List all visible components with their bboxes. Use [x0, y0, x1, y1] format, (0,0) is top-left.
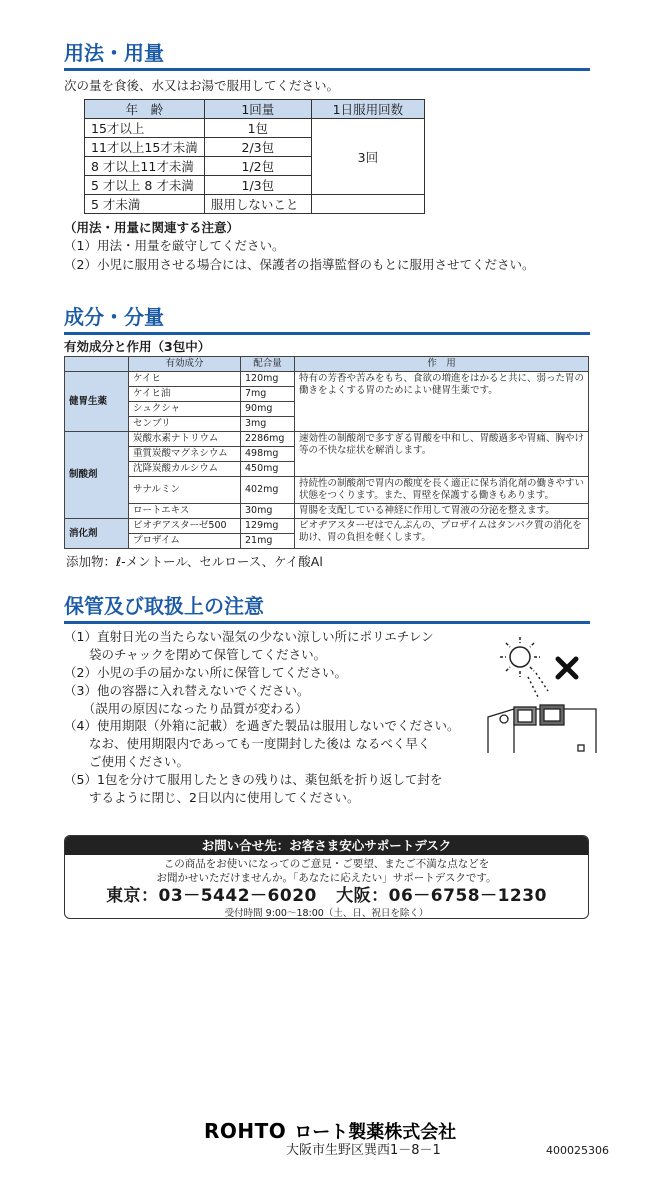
ingredient-name: ビオヂアスターゼ500: [129, 519, 241, 534]
ingredient-name: ケイヒ: [129, 372, 241, 387]
effect-roto-extract: 胃腸を支配している神経に作用して胃液の分泌を整えます。: [295, 504, 589, 519]
effect-antacid: 速効性の制酸剤で多すぎる胃酸を中和し、胃酸過多や胃痛、胸やけ等の不快な症状を解消します。: [295, 432, 589, 477]
ingredient-name: センブリ: [129, 417, 241, 432]
age-cell: 15才以上: [85, 119, 205, 138]
ingredient-amount: 21mg: [241, 534, 295, 549]
ingredient-amount: 129mg: [241, 519, 295, 534]
storage-line: （誤用の原因になったり品質が変わる）: [64, 701, 308, 716]
storage-line: するように閉じ、2日以内に使用してください。: [64, 790, 360, 805]
ingredient-amount: 120mg: [241, 372, 295, 387]
group-digestive: 消化剤: [65, 519, 129, 549]
logo-mark: ROHTO: [204, 1119, 287, 1143]
ingredient-name: 重質炭酸マグネシウム: [129, 447, 241, 462]
usage-intro: 次の量を食後、水又はお湯で服用してください。: [64, 78, 340, 93]
ingredient-amount: 90mg: [241, 402, 295, 417]
company-logo: [204, 1118, 456, 1144]
header-group-empty: [65, 357, 129, 372]
ingredient-name: ロートエキス: [129, 504, 241, 519]
dosage-header-row: [85, 100, 425, 119]
product-code: 400025306: [546, 1144, 609, 1157]
ingredient-amount: 3mg: [241, 417, 295, 432]
storage-line: なお、使用期限内であっても一度開封した後は なるべく早く: [64, 736, 431, 751]
dose-cell: 1/3包: [204, 176, 311, 195]
storage-line: （5）1包を分けて服用したときの残りは、薬包紙を折り返して封を: [64, 772, 443, 787]
phone-osaka: 大阪：06－6758－1230: [336, 886, 547, 906]
storage-line: 袋のチャックを閉めて保管してください。: [64, 647, 327, 662]
dose-cell: 服用しないこと: [204, 195, 311, 214]
dosage-table: [84, 99, 425, 214]
usage-note: （2）小児に服用させる場合には、保護者の指導監督のもとに服用させてください。: [64, 257, 535, 272]
ingredient-amount: 498mg: [241, 447, 295, 462]
contact-box: [64, 835, 589, 919]
group-antacid: 制酸剤: [65, 432, 129, 519]
contact-hours: 受付時間 9:00〜18:00（土、日、祝日を除く）: [224, 908, 429, 919]
storage-section-title: 保管及び取扱上の注意: [64, 593, 590, 624]
effect-sanalmin: 持続性の制酸剤で胃内の酸度を長く適正に保ち消化剤の働きやすい状態をつくります。また、胃壁を保護する働きもあります。: [295, 477, 589, 504]
company-name: ロート製薬株式会社: [294, 1122, 457, 1143]
medicine-box-icon: [488, 705, 596, 753]
company-address: 大阪市生野区巽西1－8－1: [286, 1143, 441, 1158]
table-row: [85, 195, 425, 214]
table-row: [65, 519, 589, 534]
effect-stomach: 特有の芳香や苦みをもち、食欲の増進をはかると共に、弱った胃の働きをよくする胃のためによい健胃生薬です。: [295, 372, 589, 432]
dose-cell: 1包: [204, 119, 311, 138]
table-row: [65, 504, 589, 519]
ingredient-amount: 402mg: [241, 477, 295, 504]
header-dose: 1回量: [204, 100, 311, 119]
storage-line: （3）他の容器に入れ替えないでください。: [64, 683, 310, 698]
ingredients-subtitle: 有効成分と作用（3包中）: [64, 339, 211, 354]
ingredients-header-row: [65, 357, 589, 372]
ingredient-name: 沈降炭酸カルシウム: [129, 462, 241, 477]
phone-tokyo: 東京：03－5442－6020: [106, 886, 317, 906]
header-amount: 配合量: [241, 357, 295, 372]
storage-line: （4）使用期限（外箱に記載）を過ぎた製品は服用しないでください。: [64, 718, 460, 733]
usage-note: （1）用法・用量を厳守してください。: [64, 238, 285, 253]
ingredient-name: 炭酸水素ナトリウム: [129, 432, 241, 447]
table-row: [65, 432, 589, 447]
ingredients-section-title: 成分・分量: [64, 304, 590, 335]
contact-heading: お問い合せ先：お客さま安心サポートデスク: [65, 836, 588, 855]
usage-section-title: 用法・用量: [64, 40, 590, 71]
effect-digestive: ビオヂアスターゼはでんぷんの、プロザイムはタンパク質の消化を助け、胃の負担を軽くします。: [295, 519, 589, 549]
header-times: 1日服用回数: [311, 100, 424, 119]
header-effect: 作 用: [295, 357, 589, 372]
dose-cell: 1/2包: [204, 157, 311, 176]
contact-line: お聞かせいただけませんか。「あなたに応えたい」サポートデスクです。: [156, 872, 497, 884]
table-row: [85, 119, 425, 138]
age-cell: 11才以上15才未満: [85, 138, 205, 157]
usage-notes-heading: （用法・用量に関連する注意）: [64, 220, 240, 235]
dose-cell: 2/3包: [204, 138, 311, 157]
age-cell: 8 才以上11才未満: [85, 157, 205, 176]
sun-icon: [478, 633, 598, 757]
ingredient-name: シュクシャ: [129, 402, 241, 417]
age-cell: 5 才未満: [85, 195, 205, 214]
cross-mark-icon: [558, 659, 576, 677]
storage-line: （1）直射日光の当たらない湿気の少ない涼しい所にポリエチレン: [64, 629, 434, 644]
storage-line: ご使用ください。: [64, 754, 190, 769]
additives: 添加物：ℓ-メントール、セルロース、ケイ酸Al: [66, 554, 323, 569]
group-stomach: 健胃生薬: [65, 372, 129, 432]
ingredient-amount: 2286mg: [241, 432, 295, 447]
table-row: [65, 372, 589, 387]
storage-illustration: [478, 633, 598, 757]
header-age: 年 齢: [85, 100, 205, 119]
ingredient-name: プロザイム: [129, 534, 241, 549]
age-cell: 5 才以上 8 才未満: [85, 176, 205, 195]
times-cell: 3回: [311, 119, 424, 195]
ingredient-name: サナルミン: [129, 477, 241, 504]
ingredient-amount: 7mg: [241, 387, 295, 402]
contact-line: この商品をお使いになってのご意見・ご要望、またご不満な点などを: [163, 858, 490, 870]
contact-phones: [65, 885, 588, 907]
ingredient-amount: 450mg: [241, 462, 295, 477]
storage-line: （2）小児の手の届かない所に保管してください。: [64, 665, 347, 680]
header-ingredient: 有効成分: [129, 357, 241, 372]
ingredient-name: ケイヒ油: [129, 387, 241, 402]
ingredients-table: [64, 356, 589, 549]
empty-cell: [311, 195, 424, 214]
ingredient-amount: 30mg: [241, 504, 295, 519]
table-row: [65, 477, 589, 504]
